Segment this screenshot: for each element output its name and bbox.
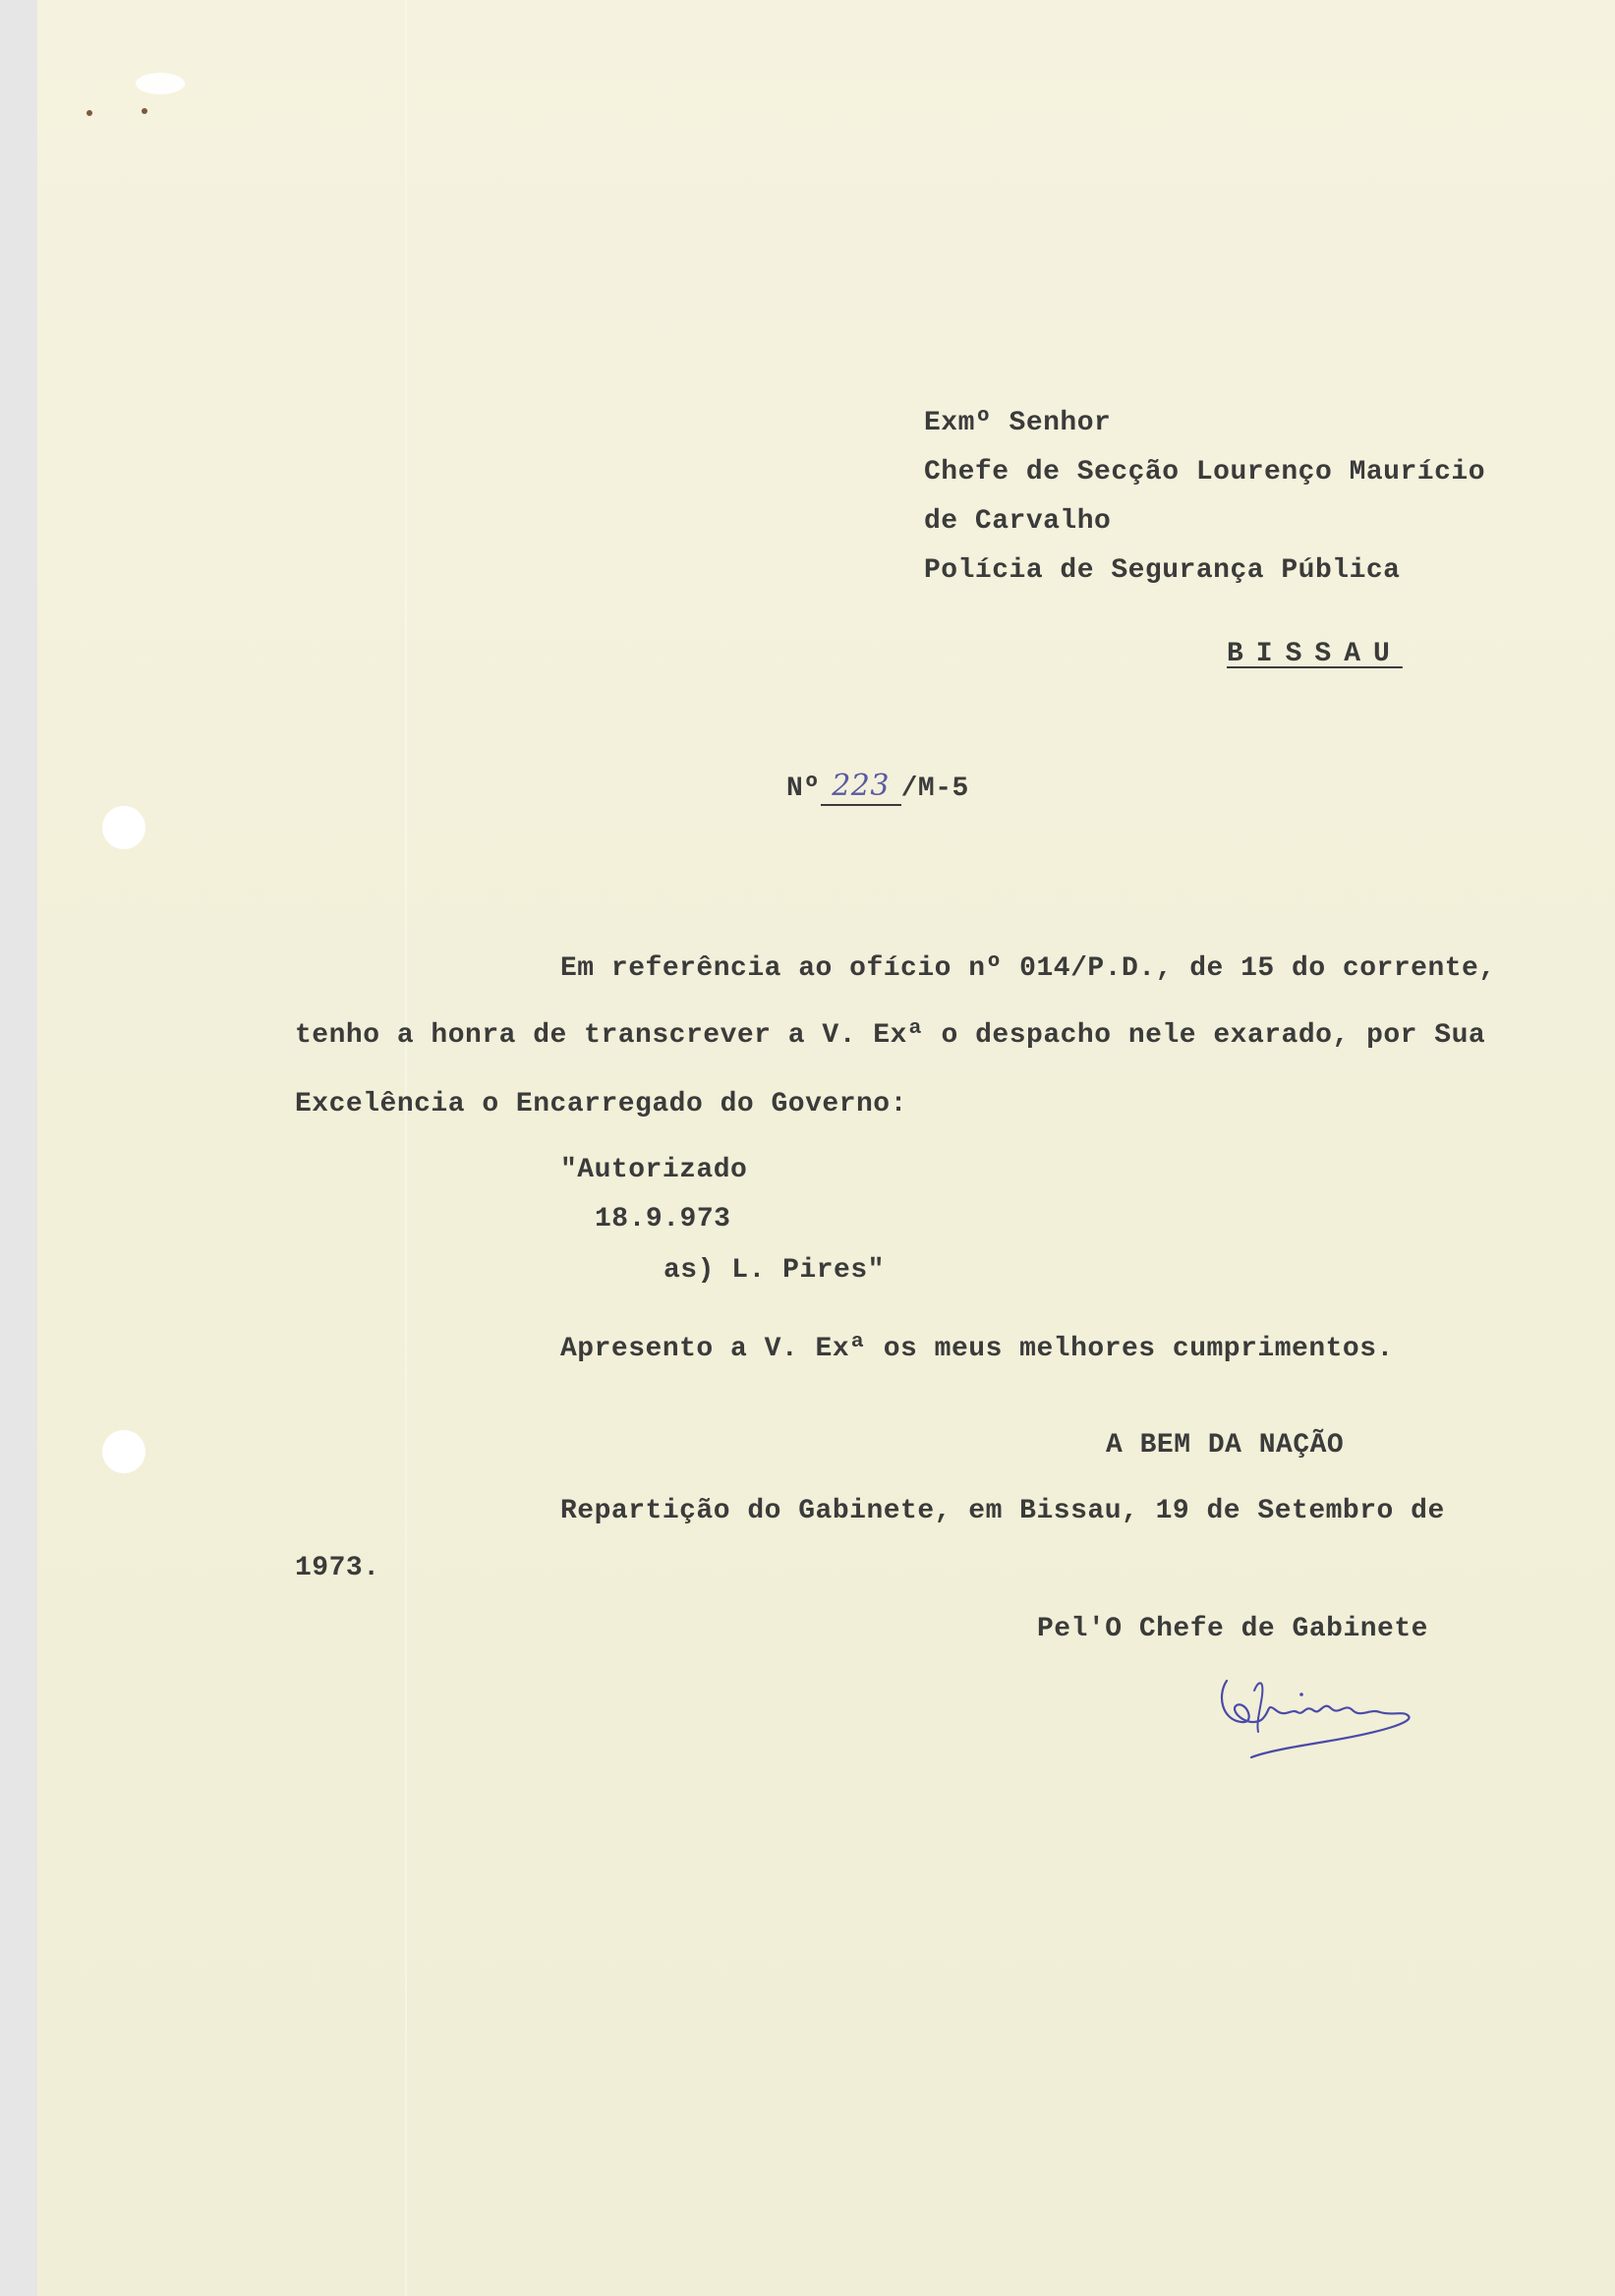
reference-handwritten-number: [821, 769, 901, 806]
reference-number-value: 223: [832, 769, 890, 803]
motto: A BEM DA NAÇÃO: [1106, 1430, 1345, 1461]
paper-fold-line: [405, 0, 407, 2296]
addressee-title: Chefe de Secção Lourenço Maurício: [924, 457, 1485, 488]
addressee-city: BISSAU: [1227, 639, 1403, 669]
signature-icon: [1207, 1651, 1463, 1759]
document-page: [37, 0, 1615, 2296]
addressee-organization: Polícia de Segurança Pública: [924, 555, 1401, 586]
punch-hole-top: [102, 806, 145, 849]
reference-prefix: Nº: [786, 774, 821, 804]
body-paragraph-line-2: tenho a honra de transcrever a V. Exª o despacho nele exarado, por Sua: [295, 1020, 1486, 1051]
body-paragraph-line-3: Excelência o Encarregado do Governo:: [295, 1089, 907, 1119]
punch-hole-bottom: [102, 1430, 145, 1473]
place-date-line-1: Repartição do Gabinete, em Bissau, 19 de Setembro de: [560, 1496, 1445, 1526]
quote-line-3: as) L. Pires": [663, 1255, 885, 1286]
paper-damage-mark: [136, 73, 185, 94]
addressee-name-cont: de Carvalho: [924, 506, 1112, 537]
quote-line-2: 18.9.973: [595, 1204, 731, 1234]
closing-line: Apresento a V. Exª os meus melhores cumprimentos.: [560, 1334, 1394, 1364]
signatory-title: Pel'O Chefe de Gabinete: [1037, 1614, 1428, 1644]
reference-number: [786, 769, 969, 806]
body-paragraph-line-1: Em referência ao ofício nº 014/P.D., de 15 do corrente,: [560, 953, 1496, 984]
reference-suffix: /M-5: [900, 774, 969, 804]
addressee-salutation: Exmº Senhor: [924, 408, 1112, 438]
quote-line-1: "Autorizado: [560, 1155, 748, 1185]
paper-spot: [87, 110, 92, 116]
paper-spot: [142, 108, 147, 114]
place-date-line-2: 1973.: [295, 1553, 380, 1583]
